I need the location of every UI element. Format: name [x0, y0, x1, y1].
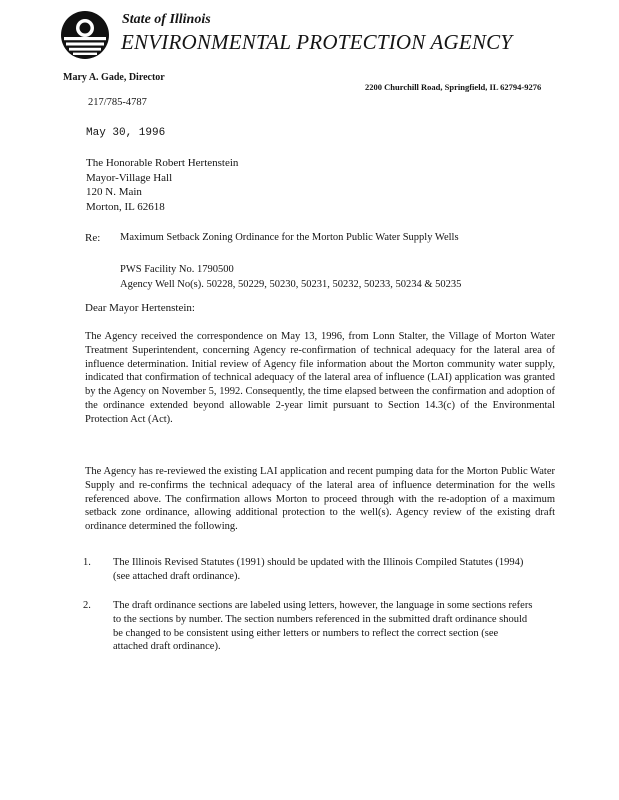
- director-name: Mary A. Gade, Director: [63, 72, 165, 83]
- body-paragraph: The Agency received the correspondence on May 13, 1996, from Lonn Stalter, the Village of Morton Water Treatment Superintendent, concerning Agency re-confirmation of technical adequacy for the lateral area of influence determination. Initial review of Agency file information about the Morton community water supply, indicated that confirmation of technical adequacy of the lateral area of influence (LAI) application was granted by the Agency on November 5, 1992. Consequently, the time elapsed between the confirmation and adoption of the ordinance extended beyond allowable 2-year limit pursuant to Section 14.3(c) of the Environmental Protection Act (Act).: [85, 331, 555, 425]
- body-paragraph: The Agency has re-reviewed the existing LAI application and recent pumping data for the Morton Public Water Supply and re-confirms the technical adequacy of the lateral area of influence determination for the wells referenced above. The confirmation allows Morton to proceed through with the re-adoption of a maximum setback zone ordinance, allowing additional protection to the well(s). Agency review of the existing draft ordinance determined the following.: [85, 466, 555, 533]
- phone-number: 217/785-4787: [88, 97, 147, 108]
- state-of-illinois-heading: State of Illinois: [122, 12, 211, 27]
- list-item-text: The draft ordinance sections are labeled using letters, however, the language in some sections refers to the sections by number. The section numbers referenced in the submitted draft ordinance should be changed to be consistent using either letters or numbers to reflect the correct section (see attached draft ordinance).: [113, 600, 533, 653]
- agency-well-numbers: Agency Well No(s). 50228, 50229, 50230, 50231, 50232, 50233, 50234 & 50235: [120, 279, 462, 290]
- agency-name-heading: ENVIRONMENTAL PROTECTION AGENCY: [121, 30, 513, 54]
- facility-block: [120, 262, 461, 292]
- recipient-address-block: [86, 156, 238, 214]
- recipient-name: The Honorable Robert Hertenstein: [86, 157, 239, 169]
- agency-address: 2200 Churchill Road, Springfield, IL 62794-9276: [365, 82, 542, 92]
- pws-facility-number: PWS Facility No. 1790500: [120, 264, 234, 275]
- letter-date: May 30, 1996: [86, 127, 166, 139]
- list-item-number: 1.: [83, 557, 91, 568]
- illinois-epa-seal-icon: [60, 10, 110, 60]
- recipient-street: 120 N. Main: [86, 186, 142, 198]
- list-item-number: 2.: [83, 600, 91, 611]
- re-label: Re:: [85, 232, 101, 244]
- re-subject: Maximum Setback Zoning Ordinance for the Morton Public Water Supply Wells: [120, 232, 459, 243]
- list-item-text: The Illinois Revised Statutes (1991) should be updated with the Illinois Compiled Statutes (1994) (see attached draft ordinance).: [113, 557, 524, 582]
- recipient-city: Morton, IL 62618: [86, 200, 165, 213]
- salutation: Dear Mayor Hertenstein:: [85, 302, 195, 314]
- recipient-office: Mayor-Village Hall: [86, 171, 173, 184]
